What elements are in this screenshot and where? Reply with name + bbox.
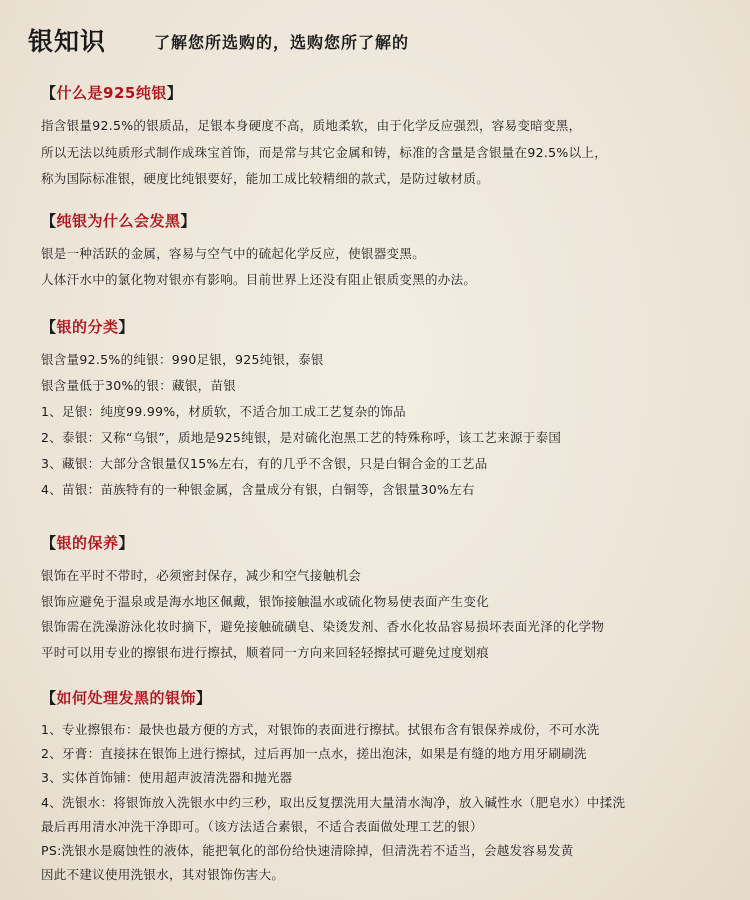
heading-text: 银的分类: [56, 318, 119, 336]
list-item: 2、牙膏：直接抹在银饰上进行擦拭，过后再加一点水，搓出泡沫，如果是有缝的地方用牙刷刷洗: [41, 746, 587, 762]
section-heading: [41, 316, 731, 337]
paragraph-line: 最后再用清水冲洗干净即可。（该方法适合素银，不适合表面做处理工艺的银）: [41, 818, 483, 834]
bracket-open: 【: [41, 212, 57, 230]
section-silver-types: [41, 316, 731, 503]
section-heading: [41, 687, 731, 708]
bracket-close: 】: [180, 212, 197, 230]
paragraph-line: 银饰需在洗澡游泳化妆时摘下，避免接触硫磺皂、染烫发剂、香水化妆品容易损坏表面光泽的化学物: [41, 619, 605, 634]
list-item: 1、专业擦银布：最快也最方便的方式，对银饰的表面进行擦拭。拭银布含有银保养成份，不可水洗: [41, 722, 600, 737]
bracket-close: 】: [166, 84, 183, 102]
paragraph-line: 因此不建议使用洗银水，其对银饰伤害大。: [41, 867, 285, 883]
bracket-close: 】: [118, 534, 135, 552]
bracket-close: 】: [196, 689, 212, 707]
paragraph-line: 银含量92.5%的纯银：990足银，925纯银，泰银: [41, 352, 324, 367]
section-what-is-925: [41, 82, 731, 193]
section-heading: [41, 210, 731, 231]
section-heading: [41, 532, 731, 553]
paragraph-line: 银是一种活跃的金属，容易与空气中的硫起化学反应，使银器变黑。: [41, 246, 426, 261]
page-subtitle: 了解您所选购的，选购您所了解的: [154, 33, 410, 52]
bracket-open: 【: [41, 534, 57, 552]
paragraph-line: PS:洗银水是腐蚀性的液体，能把氧化的部份给快速清除掉，但清洗若不适当，会越发容易发黄: [41, 843, 574, 859]
list-item: 4、洗银水：将银饰放入洗银水中约三秒，取出反复摆洗用大量清水淘净，放入碱性水（肥皂水）中揉洗: [41, 794, 626, 810]
list-item: 3、藏银：大部分含银量仅15%左右，有的几乎不含银，只是白铜合金的工艺品: [41, 456, 488, 471]
section-heading: [41, 82, 731, 103]
paragraph-line: 称为国际标准银，硬度比纯银要好，能加工成比较精细的款式，是防过敏材质。: [41, 171, 490, 186]
list-item: 2、泰银：又称“乌银”，质地是925纯银，是对硫化泡黑工艺的特殊称呼，该工艺来源于泰国: [41, 430, 562, 445]
paragraph-line: 银含量低于30%的银：藏银，苗银: [41, 378, 237, 393]
paragraph-line: 所以无法以纯质形式制作成珠宝首饰，而是常与其它金属和铸，标准的含量是含银量在92.5%以上，: [41, 144, 608, 160]
paragraph-line: 银饰应避免于温泉或是海水地区佩戴，银饰接触温水或硫化物易使表面产生变化: [41, 593, 490, 609]
paragraph-line: 人体汗水中的氯化物对银亦有影响。目前世界上还没有阻止银质变黑的办法。: [41, 272, 477, 287]
heading-text: 纯银为什么会发黑: [56, 212, 181, 230]
bracket-open: 【: [41, 689, 57, 707]
heading-text: 银的保养: [56, 534, 119, 552]
list-item: 3、实体首饰铺：使用超声波清洗器和抛光器: [41, 770, 293, 786]
page-title: 银知识: [28, 27, 107, 56]
section-why-tarnish: [41, 210, 731, 293]
bracket-close: 】: [118, 318, 135, 336]
section-clean-tarnished: [41, 687, 731, 887]
section-care: [41, 532, 731, 665]
heading-text: 如何处理发黑的银饰: [56, 689, 197, 707]
list-item: 1、足银：纯度99.99%，材质软，不适合加工成工艺复杂的饰品: [41, 404, 406, 419]
bracket-open: 【: [41, 84, 57, 102]
paragraph-line: 指含银量92.5%的银质品，足银本身硬度不高，质地柔软，由于化学反应强烈，容易变暗变黑，: [41, 118, 582, 133]
paragraph-line: 平时可以用专业的擦银布进行擦拭，顺着同一方向来回轻轻擦拭可避免过度划痕: [41, 644, 490, 660]
heading-text: 什么是925纯银: [56, 84, 167, 102]
paragraph-line: 银饰在平时不带时，必须密封保存，减少和空气接触机会: [41, 568, 362, 583]
list-item: 4、苗银：苗族特有的一种银金属，含量成分有银，白铜等，含银量30%左右: [41, 482, 475, 497]
bracket-open: 【: [41, 318, 57, 336]
